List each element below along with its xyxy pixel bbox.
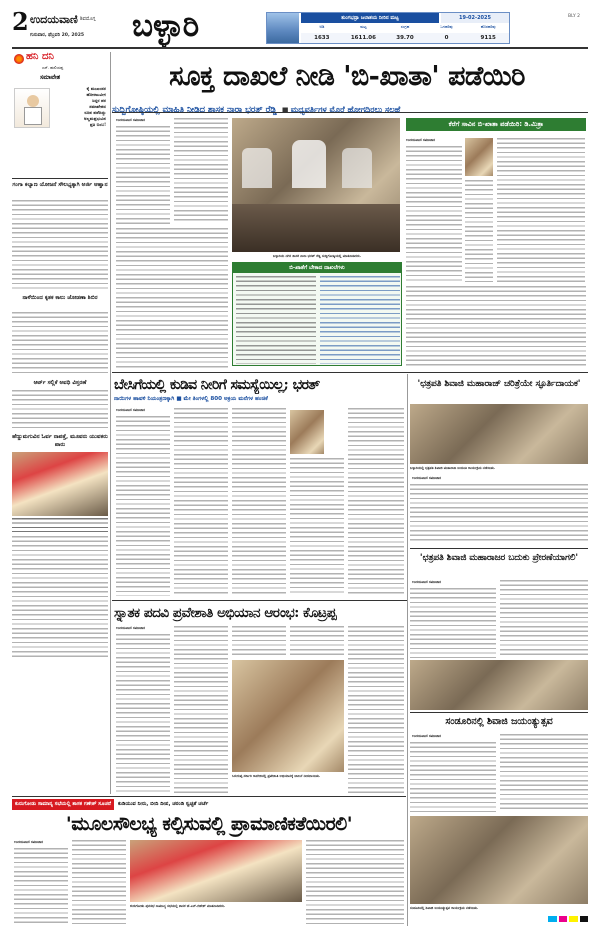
water-col2 [174,408,228,596]
corner-label: BLY 2 [568,14,581,19]
section-rule-2 [112,600,408,601]
sidebar-cartoon [14,88,50,128]
bottom-col1 [14,848,68,924]
right-story-headline: ಕೆರೆಗೆ ಸಾವಿನ ಬಿ-ಖಾತಾ ಪಡೆಯಿರಿ: ಡಿ.ಮಿತ್ರಾ [406,118,586,131]
sidebar-story1-title: ಗಂಗಾ ಕಲ್ಯಾಣ ಯೋಜನೆ ಸೌಲಭ್ಯಕ್ಕಾಗಿ ಅರ್ಜಿ ಆಹ್ವಾನ [12,182,108,188]
sidebar-story3-body [12,390,108,430]
main-body-col3 [116,228,228,370]
graduate-caption: ಸಿರುಗುಪ್ಪ ಸರ್ಕಾರಿ ಕಾಲೇಜಿನಲ್ಲಿ ಪ್ರವೇಶಾತಿ ಅಭಿಯಾನಕ್ಕೆ ಚಾಲನೆ ನೀಡಲಾಯಿತು. [232,774,321,778]
water-portrait [290,410,324,454]
dam-header: ಮಟ್ಟ [360,24,367,29]
main-byline: ಉದಯವಾಣಿ ಸಮಾಚಾರ [116,118,146,122]
bottom-col3 [306,840,404,924]
dam-header: ಅಡಿ [319,24,325,29]
water-subheadline: ನಾಯಿಗಳ ಹಾವಳಿ ನಿಯಂತ್ರಣಕ್ಕಾಗಿ ■ ಮೇ ತಿಂಗಳಲ್ಲಿ 800 ಅಕ್ರಯ ಮನೆಗಳ ಹಂಚಿಕೆ [114,396,268,402]
poem-line: ಸಿದ್ದರ ಪರ [92,98,106,103]
bottom-headline: 'ಮೂಲಸೌಲಭ್ಯ ಕಲ್ಪಿಸುವಲ್ಲಿ ಪ್ರಾಮಾಣಿಕತೆಯಿರಲಿ' [65,813,353,835]
right-story-portrait [465,138,493,176]
bottom-kicker: ಕುರುಗೋಡು ಸಾಮಾನ್ಯ ಸಭೆಯಲ್ಲಿ ಶಾಸಕ ಗಣೇಶ್ ಸೂಚನೆ [12,799,114,810]
main-photo-caption: ಬಳ್ಳಾರಿಯ ನಗರ ಶಾಸಕ ನಾರಾ ಭರತ್ ರೆಡ್ಡಿ ಸುದ್ದಿಗೋಷ್ಠಿಯಲ್ಲಿ ಮಾತನಾಡಿದರು. [272,254,362,258]
sandur-caption: ಸಂಡೂರಿನಲ್ಲಿ ಶಿವಾಜಿ ಜಯಂತ್ಯುತ್ಸವ ಕಾರ್ಯಕ್ರಮ ನಡೆಯಿತು. [410,906,479,910]
shivaji2-headline: 'ಛತ್ರಪತಿ ಶಿವಾಜಿ ಮಹಾರಾಜರ ಬದುಕು ಪ್ರೇರಣೆಯಾಗಲಿ' [419,553,579,563]
dam-header: ಹೊರಹರಿವು [480,24,496,29]
section-rule-4 [410,712,588,713]
poem-line: ಪ್ರತಿ ಬಿಂಬ! [90,122,106,127]
water-col1 [116,416,170,596]
graduate-col3 [232,626,286,656]
bottom-kicker-bar [12,799,406,810]
main-subheadline-text: ಸುದ್ದಿಗೋಷ್ಠಿಯಲ್ಲಿ ಮಾಹಿತಿ ನೀಡಿದ ಶಾಸಕ ನಾರಾ ಭರತ್ ರೆಡ್ಡಿ [112,105,277,115]
graduate-photo [232,660,344,772]
paper-name: ಉದಯವಾಣಿ [30,13,78,26]
graduate-col4 [290,626,344,656]
dam-box-title: ತುಂಗಭದ್ರಾ ಜಲಾಶಯ ನೀರಿನ ಮಟ್ಟ [301,13,439,23]
dam-header: ಸಂಗ್ರಹ [400,24,410,29]
bottom-photo [130,840,302,902]
sidebar-brand-sub: ಎಸ್. ಹುಲಿಯಪ್ಪ [42,65,64,70]
dam-value: 0 [444,35,449,41]
shivaji2-byline: ಉದಯವಾಣಿ ಸಮಾಚಾರ [412,580,442,584]
sandur-byline: ಉದಯವಾಣಿ ಸಮಾಚಾರ [412,734,442,738]
main-body-col2 [174,118,228,224]
masthead-rule [12,47,588,49]
graduate-headline: ಸ್ನಾತಕ ಪದವಿ ಪ್ರವೇಶಾತಿ ಅಭಿಯಾನ ಆರಂಭ: ಕೊಟ್ರಪ್ಪ [114,605,337,621]
poem-line: ಅಲ್ಲಮಪ್ರಭುವಿನ [83,116,106,121]
shivaji2-photo [410,660,588,710]
right-story-col1 [406,146,462,282]
sidebar-story1-body [12,200,108,292]
bottom-byline: ಉದಯವಾಣಿ ಸಮಾಚಾರ [14,840,44,844]
dam-values-row [301,33,509,43]
section-rule-5 [12,796,406,797]
section-rule-3 [410,548,588,549]
poem-line: ರೂಪ ಪಡೆದಿದ್ದು [84,110,106,115]
sidebar-story2-title: ನಾಳೆಯಿಂದ ಕೃತಕ ಕಾಲು ಜೋಡಣಾ ಶಿಬಿರ [22,295,98,301]
poem-line: ಸಮಾವೇಶದ [89,104,106,109]
dam-value: 1611.06 [350,35,376,41]
sidebar-story4-caption-area [12,518,108,532]
shivaji1-byline: ಉದಯವಾಣಿ ಸಮಾಚಾರ [412,476,442,480]
graduate-col1 [116,634,170,794]
dam-photo [267,13,299,43]
sidebar-poem [52,86,106,128]
dam-water-level-box [266,12,510,44]
sidebar-brand: ಹನಿ ದನಿ [26,51,54,62]
poem-line: ಹೋರಾಟವೀಗ [86,92,106,97]
graduate-col5 [348,626,404,794]
main-headline: ಸೂಕ್ತ ದಾಖಲೆ ನೀಡಿ 'ಬಿ-ಖಾತಾ' ಪಡೆಯಿರಿ [169,61,525,92]
dam-value: 1633 [314,35,330,41]
docs-box-title: ಬಿ-ಖಾತೆಗೆ ಬೇಕಾದ ದಾಖಲೆಗಳು [233,263,401,273]
bottom-kicker2: ಕುಡಿಯುವ ನೀರು, ಬೀದಿ ದೀಪ, ಚರಂಡಿ ಸ್ವಚ್ಛತೆ ಚರ್ಚೆ [118,801,209,807]
main-subheadline: ಸುದ್ದಿಗೋಷ್ಠಿಯಲ್ಲಿ ಮಾಹಿತಿ ನೀಡಿದ ಶಾಸಕ ನಾರಾ ಭರತ್ ರೆಡ್ಡಿ ■ ಮಧ್ಯವರ್ತಿಗಳ ಮೊರೆ ಹೋಗದಿರಲು ಸಲಹೆ [112,105,401,115]
main-subhead-rule [112,112,588,113]
edition-label: ಶಿವಮೊಗ್ಗ [80,16,96,22]
water-col5 [348,408,404,596]
water-col3 [232,408,286,596]
sidebar-story3-title: ಆರ್ಟ್ ಸಲ್ಲಿಕೆ ಅವಧಿ ವಿಸ್ತರಣೆ [33,380,87,386]
graduate-col2 [174,626,228,794]
sidebar-story4-title: ಹೆಣ್ಣುಮಗುವಿನ ಓರ್ವ ನಾಪತ್ತೆ, ಮೂವರು ಯುವಕರು ಪಾರು [12,434,108,448]
shivaji1-body [410,484,588,544]
shivaji2-col1 [410,588,496,658]
dam-headers-row [301,24,509,32]
column-separator [110,52,111,794]
water-byline: ಉದಯವಾಣಿ ಸಮಾಚಾರ [116,408,146,412]
section-rule-1 [112,372,588,373]
column-separator [407,374,408,926]
main-photo [232,118,400,252]
sandur-col2 [500,734,588,812]
sandur-headline: ಸಂಡೂರಿನಲ್ಲಿ ಶಿವಾಜಿ ಜಯಂತ್ಯುತ್ಸವ [445,716,553,727]
masthead [12,7,590,48]
dam-header: ಒಳಹರಿವು [440,24,453,29]
right-story-col2 [465,180,493,282]
main-subheadline2-text: ಮಧ್ಯವರ್ತಿಗಳ ಮೊರೆ ಹೋಗದಿರಲು ಸಲಹೆ [290,105,401,114]
shivaji2-col2 [500,580,588,658]
shivaji1-photo [410,404,588,464]
dam-value: 39.70 [396,35,414,41]
water-col4 [290,458,344,596]
section-title: ಬಳ್ಳಾರಿ [132,8,200,44]
bottom-col2 [72,840,126,924]
registration-marks [548,916,588,922]
dam-box-date: 19-02-2025 [441,13,509,23]
sandur-photo [410,816,588,904]
date-line: ಗುರುವಾರ, ಫೆಬ್ರವರಿ 20, 2025 [30,33,85,38]
sandur-col1 [410,742,496,812]
page-number: 2 [12,7,29,36]
water-headline: ಬೇಸಿಗೆಯಲ್ಲಿ ಕುಡಿವ ನೀರಿಗೆ ಸಮಸ್ಯೆಯಿಲ್ಲ; ಭರತ್ [114,377,320,393]
sidebar-story2-body [12,312,108,374]
docs-box [232,262,402,366]
right-story-byline: ಉದಯವಾಣಿ ಸಮಾಚಾರ [406,138,436,142]
shivaji1-caption: ಬಳ್ಳಾರಿಯಲ್ಲಿ ಛತ್ರಪತಿ ಶಿವಾಜಿ ಮಹಾರಾಜ ಜಯಂತಿ ಕಾರ್ಯಕ್ರಮ ನಡೆಯಿತು. [410,466,496,470]
right-story-col3 [497,138,585,282]
hani-dani-logo-icon [14,54,24,64]
sidebar-story4-photo [12,452,108,516]
shivaji1-headline: 'ಛತ್ರಪತಿ ಶಿವಾಜಿ ಮಹಾರಾಜ್ ಚರಿತ್ರೆಯೇ ಸ್ಫೂರ್ತಿದಾಯಕ' [417,379,581,389]
sidebar [12,50,108,520]
sidebar-heading: ಸಮಾವೇಶ [40,74,61,81]
sidebar-divider [12,178,108,179]
right-story-col4 [406,286,586,366]
graduate-byline: ಉದಯವಾಣಿ ಸಮಾಚಾರ [116,626,146,630]
bottom-caption: ಕುರುಗೋಡು ಪುರಸಭೆ ಸಾಮಾನ್ಯ ಸಭೆಯಲ್ಲಿ ಶಾಸಕ ಜೆ.ಎನ್.ಗಣೇಶ್ ಮಾತನಾಡಿದರು. [130,904,226,908]
sidebar-story4-body [12,536,108,660]
poem-line: ಕೈ ಮುಖಂಡರ [86,86,106,91]
dam-value: 9115 [480,35,496,41]
main-body-col1 [116,126,170,224]
